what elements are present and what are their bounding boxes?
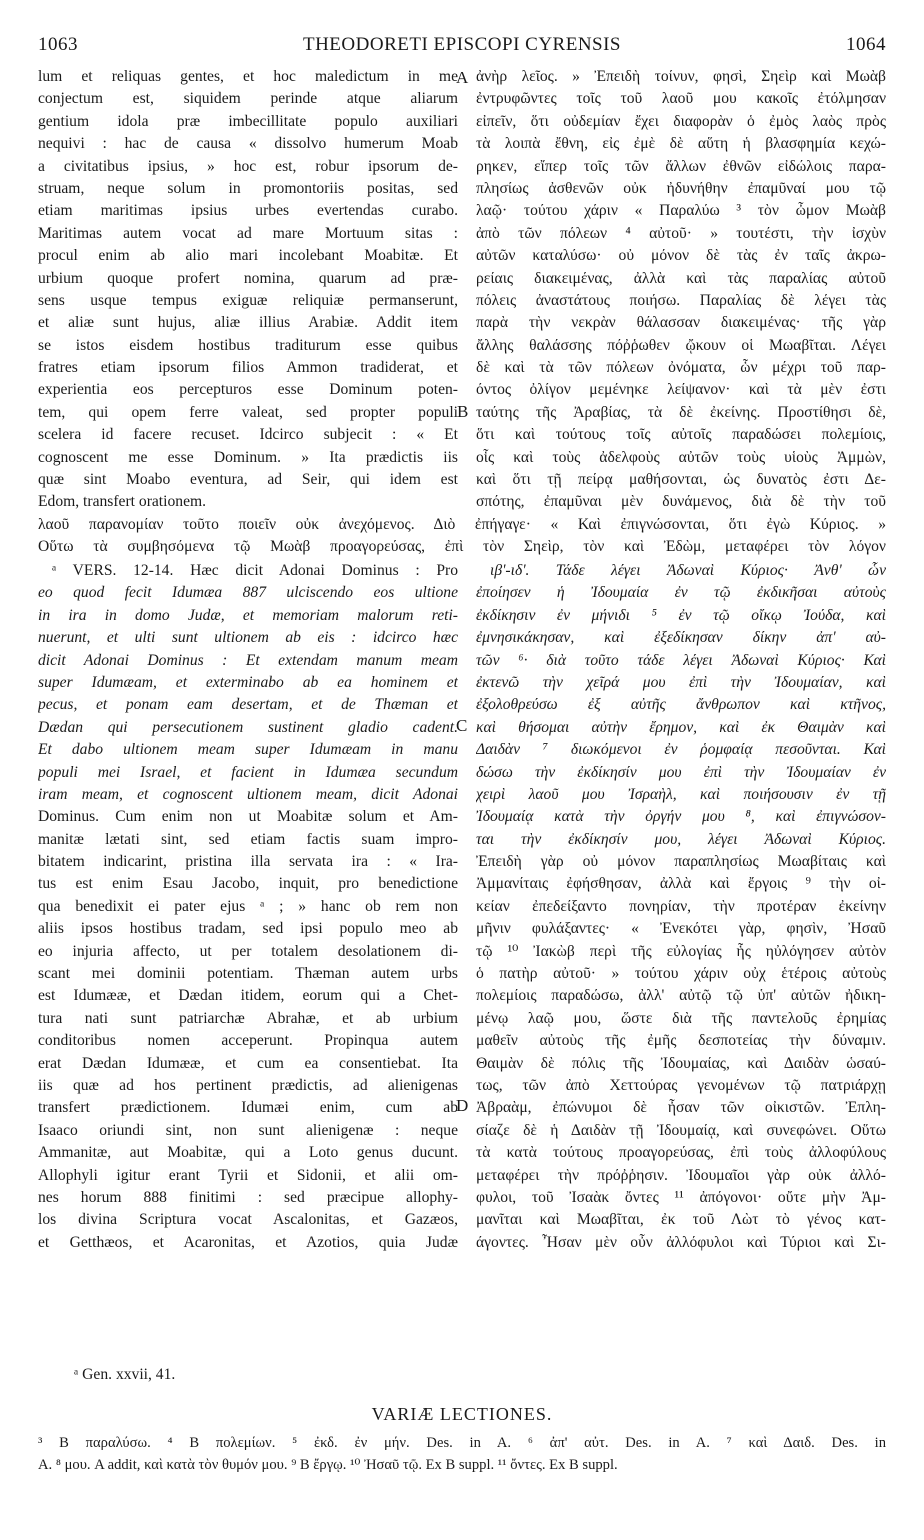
text-line: τῶν ⁶· διὰ τοῦτο τάδε λέγει Ἀδωναὶ Κύριος· Καὶ bbox=[476, 651, 886, 669]
section-marker-a: A bbox=[456, 68, 469, 87]
text-line: ἐντρυφῶντες τοῖς τοῦ λαοῦ μου κακοῖς ἐτόλμησαν bbox=[476, 90, 886, 108]
text-line: μένῳ λαῷ μου, ὥστε διὰ τῆς παντελοῦς ἐρημίας bbox=[476, 1009, 886, 1027]
text-line: procul enim ab alio mari incolebant Moabitæ. Et bbox=[38, 247, 458, 265]
text-line: ἄλλης θαλάσσης πόῤῥωθεν ᾤκουν οἱ Μωαβῖται. Λέγει bbox=[476, 336, 886, 354]
text-line: in ira in domo Judæ, et memoriam malorum reti- bbox=[38, 606, 458, 624]
text-line: A. ⁸ μου. A addit, καὶ κατὰ τὸν θυμόν μου. ⁹ Β ἔργῳ. ¹⁰ Ἠσαῦ τῷ. Ex B suppl. ¹¹ ὄντες. Ex B suppl. bbox=[38, 1457, 618, 1473]
text-line: pecus, et ponam eam desertam, et de Thæman et bbox=[38, 696, 458, 714]
text-line: ᵃ VERS. 12-14. Hæc dicit Adonai Dominus : Pro bbox=[52, 562, 458, 579]
text-line: a civitatibus ipsius, » hoc est, robur ipsorum de- bbox=[38, 157, 458, 175]
text-line: μαθεῖν αὐτοὺς τῆς ἐμῆς δεσποτείας τὴν δύναμιν. bbox=[476, 1032, 886, 1050]
text-line: los divina Scriptura vocat Ascalonitas, et Gazæos, bbox=[38, 1211, 458, 1229]
section-marker-b: B bbox=[457, 402, 469, 421]
text-line: ρηκεν, εἴπερ τοῖς τῶν ἄλλων ἐθνῶν εἰδώλοις παρα- bbox=[476, 157, 886, 175]
text-line: άγοντες. Ἦσαν μὲν οὖν ἀλλόφυλοι καὶ Τύριοι καὶ Σι- bbox=[476, 1233, 886, 1251]
text-line: lum et reliquas gentes, et hoc maledictum in me bbox=[38, 68, 458, 85]
text-line: οἷς καὶ τοὺς ἀδελφοὺς αὐτῶν τοὺς υἱοὺς Ἀμμὼν, bbox=[476, 448, 886, 466]
text-line: gentium idola præ imbecillitate populo auxiliari bbox=[38, 112, 458, 130]
text-line: Ἐπειδὴ γὰρ οὐ μόνον παραπλησίως Μωαβίταις καὶ bbox=[476, 853, 886, 871]
text-line: Δαιδὰν ⁷ διωκόμενοι ἐν ῥομφαίᾳ πεσοῦνται. Καὶ bbox=[476, 741, 886, 759]
text-line: ρείαις διακειμένας, ἀλλὰ καὶ τὰς παραλίας αὐτοῦ bbox=[476, 269, 886, 287]
text-line: πλησίως ἀσθενῶν οὐκ ἠδυνήθην ἐπαμῦναί μου τῷ bbox=[476, 179, 886, 197]
text-line: scant mei dominii potentiam. Thæman autem urbs bbox=[38, 965, 458, 983]
text-line: ταύτης τῆς Ἀραβίας, τὰ δὲ ἐκείνης. Προστίθησι δὲ, bbox=[476, 403, 886, 421]
text-line: aliis ipsos hostibus tradam, sed ipsi populo meo ab bbox=[38, 920, 458, 938]
text-line: δὲ καὶ τὰ τῶν πόλεων ὀνόματα, ὧν μέχρι τοῦ παρ- bbox=[476, 359, 886, 377]
text-line: tem, qui opem ferre valeat, sed propter populi bbox=[38, 403, 458, 421]
text-line: Θαιμὰν δὲ πόλις τῆς Ἰδουμαίας, καὶ Δαιδὰν ὡσαύ- bbox=[476, 1054, 886, 1072]
text-line: erat Dædan Idumææ, et cum ea consentiebat. Ita bbox=[38, 1054, 458, 1072]
text-line: iram meam, et cognoscent ultionem meam, dicit Adonai bbox=[38, 785, 458, 803]
text-line: τὰ λοιπὰ ἔθνη, εἰς ἐμὲ δὲ αὕτη ἡ βλασφημία κεχώ- bbox=[476, 135, 886, 153]
running-title: THEODORETI EPISCOPI CYRENSIS bbox=[302, 34, 622, 55]
full-width-text bbox=[38, 514, 886, 559]
text-line: Dædan qui persecutionem sustinent gladio cadent. bbox=[38, 718, 458, 736]
text-line: nes horum 888 finitimi : sed præcipue allophy- bbox=[38, 1188, 458, 1206]
text-line: Edom, transfert orationem. bbox=[38, 493, 207, 511]
text-line: μανῖται καὶ Μωαβῖται, ἐκ τοῦ Λὼτ τὸ γένος κατ- bbox=[476, 1211, 886, 1229]
section-marker-d: D bbox=[456, 1096, 469, 1115]
variae-lectiones-title: VARIÆ LECTIONES. bbox=[371, 1404, 553, 1424]
text-line: struam, neque solum in promontoriis positas, sed bbox=[38, 179, 458, 197]
text-line: eo injuria affecto, ut per totalem desolationem di- bbox=[38, 942, 458, 960]
text-line: sens usque tempus exiguæ reliquiæ permanserunt, bbox=[38, 291, 458, 309]
text-line: eo quod fecit Idumæa 887 ulciscendo eos ultione bbox=[38, 584, 458, 602]
text-line: λαοῦ παρανομίαν τοῦτο ποιεῖν οὐκ ἀνεχόμενος. Διὸ ἐπήγαγε· « Καὶ ἐπιγνώσονται, ὅτι ἐγὼ Κύριος. » bbox=[38, 516, 886, 533]
text-line: ὁ πατὴρ αὐτοῦ· » τούτου χάριν οὐχ ἑτέροις αὐτοὺς bbox=[476, 965, 886, 983]
text-line: quæ sint Moabo eventura, ad Seir, qui idem est bbox=[38, 471, 458, 489]
text-line: Ἀμμανίταις ἐφήσθησαν, ἀλλὰ καὶ ἔργοις ⁹ τὴν οἰ- bbox=[476, 875, 886, 893]
text-line: ³ Β παραλύσω. ⁴ Β πολεμίων. ⁵ ἐκδ. ἐν μήν. Des. in A. ⁶ ἀπ' αὐτ. Des. in A. ⁷ καὶ Δαιδ. Des. in bbox=[38, 1435, 886, 1451]
text-line: super Idumæam, et exterminabo ab ea hominem et bbox=[38, 673, 458, 691]
text-line: μῆνιν φυλάξαντες· « Ἐνεκότει γὰρ, φησὶν, Ἠσαῦ bbox=[476, 920, 886, 938]
text-line: τῷ ¹⁰ Ἰακὼβ περὶ τῆς εὐλογίας ἧς ηὐλόγησεν αὐτὸν bbox=[476, 942, 886, 960]
text-line: bitatem indicarint, pristina illa servata ira : « Ira- bbox=[38, 853, 458, 871]
text-line: manitæ lætati sint, sed etiam factis suam impro- bbox=[38, 830, 458, 848]
text-line: populi mei Israel, et facient in Idumæa secundum bbox=[38, 763, 458, 781]
text-line: etiam maritimas ipsius urbes evertendas curabo. bbox=[38, 202, 458, 220]
text-line: τὰ κατὰ τούτους προαγορεύσας, ἐπὶ τοὺς ἀλλοφύλους bbox=[476, 1144, 886, 1162]
text-line: conjectum est, siquidem perinde atque aliarum bbox=[38, 90, 458, 108]
text-line: λαῷ· τούτου χάριν « Παραλύω ³ τὸν ὦμον Μωὰβ bbox=[476, 202, 886, 220]
text-line: experientia eos percepturos esse Dominum poten- bbox=[38, 381, 458, 399]
running-header bbox=[38, 34, 886, 58]
greek-column-top bbox=[476, 66, 886, 514]
text-line: Et dabo ultionem meam super Idumæam in manu bbox=[38, 741, 458, 759]
text-line: fratres etiam ipsorum filios Ammon tradiderat, et bbox=[38, 359, 458, 377]
text-line: est Idumææ, et Dædan itidem, eorum qui a Chet- bbox=[38, 987, 458, 1005]
text-line: Ἰδουμαίᾳ κατὰ τὴν ὀργήν μου ⁸, καὶ ἐπιγνώσον- bbox=[476, 808, 886, 826]
text-line: et Getthæos, et Acaronitas, et Azotios, quia Judæ bbox=[38, 1233, 458, 1251]
text-line: καὶ θήσομαι αὐτὴν ἔρημον, καὶ ἐκ Θαιμὰν καὶ bbox=[476, 718, 886, 736]
text-line: ἐκδίκησιν ἐν μήνιδι ⁵ ἐν τῷ οἴκῳ Ἰούδα, καὶ bbox=[476, 606, 886, 624]
section-marker-c: C bbox=[456, 716, 468, 735]
text-line: καὶ ὅτι τῇ πείρᾳ μαθήσονται, ὡς δυνατὸς ἐστι Δε- bbox=[476, 471, 886, 489]
text-line: transfert prædictionem. Idumæi enim, cum ab bbox=[38, 1099, 458, 1117]
text-line: ἀνὴρ λεῖος. » Ἐπειδὴ τοίνυν, φησὶ, Σηεὶρ καὶ Μωὰβ bbox=[476, 68, 886, 85]
text-line: ἀπὸ τῶν πόλεων ⁴ αὐτοῦ· » τουτέστι, τὴν ἰσχὺν bbox=[476, 224, 886, 242]
text-line: Ἀβραὰμ, ἐπώνυμοι δὲ ἦσαν τῶν οἰκιστῶν. Ἐπλη- bbox=[476, 1099, 886, 1117]
text-line: ὅτι καὶ τούτους τοῖς αὐτοῖς παραδώσει πολεμίοις, bbox=[476, 426, 886, 444]
text-line: nuerunt, et ulti sunt ultionem ab eis : idcirco hæc bbox=[38, 629, 458, 647]
variae-lectiones-lines bbox=[38, 1432, 886, 1476]
text-line: Dominus. Cum enim non ut Moabitæ solum et Am- bbox=[38, 808, 458, 826]
text-line: Οὕτω τὰ συμβησόμενα τῷ Μωὰβ προαγορεύσας, ἐπὶ τὸν Σηεὶρ, τὸν καὶ Ἐδὼμ, μεταφέρει τὸν λόγον bbox=[38, 538, 886, 556]
text-line: urbium quoque profert nomina, quarum ad præ- bbox=[38, 269, 458, 287]
text-line: κείαν ἐπεδείξαντο πονηρίαν, τὴν προτέραν ἐκείνην bbox=[476, 897, 886, 915]
text-line: conditoribus nomen acceperunt. Propinqua autem bbox=[38, 1032, 458, 1050]
text-line: ται τὴν ἐκδίκησίν μου, λέγει Ἀδωναὶ Κύριος. bbox=[476, 830, 886, 848]
text-line: iis quæ ad hos pertinent prædictis, ad alienigenas bbox=[38, 1076, 458, 1094]
text-line: nequivi : hac de causa « dissolvo humerum Moab bbox=[38, 135, 458, 153]
text-line: Isaaco oriundi sint, non sunt alienigenæ : neque bbox=[38, 1121, 458, 1139]
text-line: εἰπεῖν, ὅτι οὐδεμίαν ἔχει διαφορὰν ὁ ἐμὸς λαὸς πρὸς bbox=[476, 112, 886, 130]
text-line: δώσω τὴν ἐκδίκησίν μου ἐπὶ τὴν Ἰδουμαίαν ἐν bbox=[476, 763, 886, 781]
text-line: όντος ὀλίγον μεμένηκε λείψανον· καὶ τὰ μὲν ἐστι bbox=[476, 381, 886, 399]
text-line: παρὰ τὴν νεκρὰν θάλασσαν διακειμένας· τῆς γὰρ bbox=[476, 314, 886, 332]
page-number-right: 1064 bbox=[846, 34, 886, 55]
text-line: scelera id facere recuset. Idcirco subjecit : « Et bbox=[38, 426, 458, 444]
footnote: ᵃ Gen. xxvii, 41. bbox=[74, 1366, 176, 1383]
text-line: tus est enim Esau Jacobo, inquit, pro benedictione bbox=[38, 875, 458, 893]
text-line: tura nati sunt patriarchæ Abrahæ, et ab urbium bbox=[38, 1009, 458, 1027]
text-line: σίαζε δὲ ἡ Δαιδὰν τῇ Ἰδουμαίᾳ, καὶ συνεφώνει. Οὕτω bbox=[476, 1121, 886, 1139]
text-line: qua benedixit ei pater ejus ᵃ ; » hanc ob rem non bbox=[38, 897, 458, 915]
page-number-left: 1063 bbox=[38, 34, 78, 55]
text-line: ἐξολοθρεύσω ἐξ αὐτῆς ἄνθρωπον καὶ κτῆνος, bbox=[476, 696, 886, 714]
text-line: cognoscent me esse Dominum. » Ita prædictis iis bbox=[38, 448, 458, 466]
text-line: πολεμίοις παραδώσω, ἀλλ' αὐτῷ τῷ ὑπ' αὐτῶν ἠδικη- bbox=[476, 987, 886, 1005]
text-line: ἐποίησεν ἡ Ἰδουμαία ἐν τῷ ἐκδικῆσαι αὐτοὺς bbox=[476, 584, 886, 602]
text-line: Maritimas autem vocat ad mare Mortuum sitas : bbox=[38, 224, 458, 242]
text-line: πόλεις ἀναστάτους ποιήσω. Παραλίας δὲ λέγει τὰς bbox=[476, 291, 886, 309]
text-line: se istos eisdem hostibus traditurum esse quibus bbox=[38, 336, 458, 354]
text-line: ιβ'-ιδ'. Τάδε λέγει Ἀδωναὶ Κύριος· Ἀνθ' ὧν bbox=[490, 562, 886, 579]
latin-column-top bbox=[38, 66, 458, 514]
text-line: ἐκτενῶ τὴν χεῖρά μου ἐπὶ τὴν Ἰδουμαίαν, καὶ bbox=[476, 673, 886, 691]
text-line: σπότης, ἐπαμῦναι μὲν δυνάμενος, διὰ δὲ τὴν τοῦ bbox=[476, 493, 886, 511]
text-line: χειρὶ λαοῦ μου Ἰσραὴλ, καὶ ποιήσουσιν ἐν τῇ bbox=[476, 785, 886, 803]
text-line: αὐτῶν καταλύσω· οὐ μόνον δὲ τὰς ἐν ταῖς ἀκρω- bbox=[476, 247, 886, 265]
text-line: φυλοι, τοῦ Ἰσαὰκ ὄντες ¹¹ ἀπόγονοι· οὔτε μὴν Ἀμ- bbox=[476, 1188, 886, 1206]
text-line: dicit Adonai Dominus : Et extendam manum meam bbox=[38, 651, 458, 669]
text-line: Ammanitæ, aut Moabitæ, qui a Loto genus ducunt. bbox=[38, 1144, 458, 1162]
text-line: τως, τῶν ἀπὸ Χεττούρας γενομένων τῷ πατριάρχῃ bbox=[476, 1076, 886, 1094]
text-line: ἐμνησικάκησαν, καὶ ἐξεδίκησαν δίκην ἀπ' αὐ- bbox=[476, 629, 886, 647]
text-line: Allophyli igitur erant Tyrii et Sidonii, et alii om- bbox=[38, 1166, 458, 1184]
text-line: et aliæ sunt hujus, aliæ illius Arabiæ. Addit item bbox=[38, 314, 458, 332]
latin-column-bottom bbox=[38, 560, 458, 1254]
greek-column-bottom bbox=[476, 560, 886, 1254]
text-line: μεταφέρει τὴν πρόῤῥησιν. Ἰδουμαῖοι γὰρ οὐκ ἀλλό- bbox=[476, 1166, 886, 1184]
